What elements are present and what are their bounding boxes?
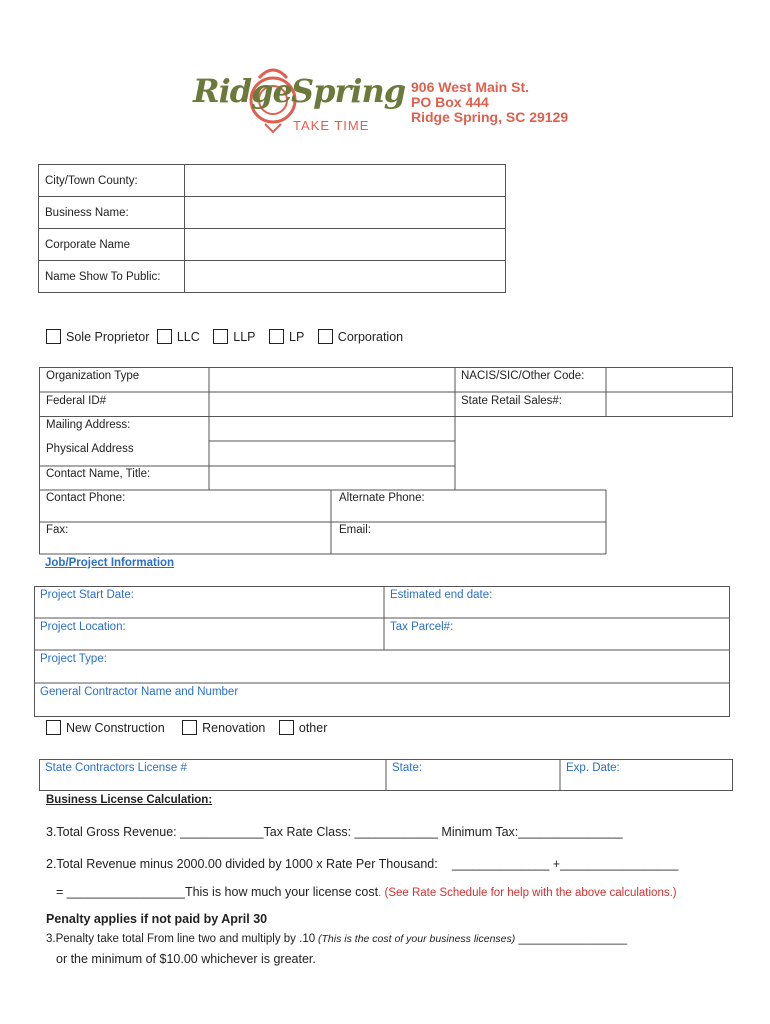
address-line-3: Ridge Spring, SC 29129 xyxy=(411,109,569,125)
checkbox[interactable] xyxy=(157,329,172,344)
penalty-line-2: or the minimum of $10.00 whichever is greater. xyxy=(56,952,316,966)
calc-line-total-revenue-blanks: ______________ +_________________ xyxy=(452,857,679,871)
penalty-text: 3.Penalty take total From line two and multiply by .10 xyxy=(46,933,316,945)
field-federal-id[interactable] xyxy=(211,394,453,415)
checkbox[interactable] xyxy=(269,329,284,344)
checkbox[interactable] xyxy=(46,329,61,344)
field-state-retail-sales[interactable] xyxy=(608,394,730,415)
checkbox[interactable] xyxy=(182,720,197,735)
address-line-1: 906 West Main St. xyxy=(411,79,530,95)
job-project-table xyxy=(34,586,730,717)
field-corporate-name[interactable] xyxy=(185,229,506,261)
penalty-heading: Penalty applies if not paid by April 30 xyxy=(46,912,268,926)
field-organization-type[interactable] xyxy=(211,369,453,390)
label-state-retail-sales: State Retail Sales#: xyxy=(461,395,563,407)
construction-type-checkboxes xyxy=(46,720,337,735)
calculation-heading: Business License Calculation: xyxy=(46,794,213,806)
label-project-location: Project Location: xyxy=(40,621,126,633)
calc-line-total-revenue: 2.Total Revenue minus 2000.00 divided by 1000 x Rate Per Thousand: xyxy=(46,857,438,871)
label-tax-parcel: Tax Parcel#: xyxy=(390,621,454,633)
entity-lp[interactable]: LP xyxy=(269,330,304,344)
entity-sole-proprietor[interactable]: Sole Proprietor xyxy=(46,330,149,344)
label-license-state: State: xyxy=(392,762,423,774)
label-business-name: Business Name: xyxy=(39,197,185,229)
address-block xyxy=(411,80,568,125)
logo xyxy=(193,58,406,138)
label-alternate-phone: Alternate Phone: xyxy=(339,492,425,504)
label-organization-type: Organization Type xyxy=(46,370,140,382)
label-project-type: Project Type: xyxy=(40,653,107,665)
contractor-license-table xyxy=(39,759,733,791)
label-nacis-code: NACIS/SIC/Other Code: xyxy=(461,370,585,382)
penalty-note: (This is the cost of your business licenses) xyxy=(315,933,516,945)
field-city-town-county[interactable] xyxy=(185,165,506,197)
label-physical-address: Physical Address xyxy=(46,443,134,455)
logo-tagline: TAKE TIME xyxy=(293,118,370,133)
construction-other[interactable]: other xyxy=(279,721,328,735)
label-state-contractors-license: State Contractors License # xyxy=(45,762,187,774)
field-nacis-code[interactable] xyxy=(608,369,730,390)
construction-renovation[interactable]: Renovation xyxy=(182,721,265,735)
construction-new[interactable]: New Construction xyxy=(46,721,165,735)
job-project-heading: Job/Project Information xyxy=(45,557,175,569)
entity-llc[interactable]: LLC xyxy=(157,330,200,344)
field-physical-address[interactable] xyxy=(211,443,453,464)
calc-result-text: = _________________This is how much your license cost xyxy=(56,885,379,899)
field-name-public[interactable] xyxy=(185,261,506,293)
field-business-name[interactable] xyxy=(185,197,506,229)
label-fax: Fax: xyxy=(46,524,69,536)
label-exp-date: Exp. Date: xyxy=(566,762,620,774)
address-line-2: PO Box 444 xyxy=(411,94,489,110)
penalty-blank: _________________ xyxy=(515,933,628,945)
logo-ridge-text: Ridge xyxy=(193,72,292,110)
entity-type-checkboxes xyxy=(46,329,413,344)
label-email: Email: xyxy=(339,524,371,536)
checkbox[interactable] xyxy=(318,329,333,344)
calc-result-note: . (See Rate Schedule for help with the above calculations.) xyxy=(378,887,677,899)
entity-llp[interactable]: LLP xyxy=(213,330,255,344)
label-city-town-county: City/Town County: xyxy=(39,165,185,197)
checkbox[interactable] xyxy=(46,720,61,735)
checkbox[interactable] xyxy=(213,329,228,344)
label-estimated-end-date: Estimated end date: xyxy=(390,589,493,601)
calc-result-line xyxy=(56,885,677,899)
field-contact-name[interactable] xyxy=(211,467,453,488)
entity-corporation[interactable]: Corporation xyxy=(318,330,403,344)
label-contact-phone: Contact Phone: xyxy=(46,492,126,504)
logo-spring-text: Spring xyxy=(291,72,406,110)
checkbox[interactable] xyxy=(279,720,294,735)
label-project-start-date: Project Start Date: xyxy=(40,589,134,601)
field-mailing-address[interactable] xyxy=(211,418,453,439)
label-federal-id: Federal ID# xyxy=(46,395,107,407)
label-corporate-name: Corporate Name xyxy=(39,229,185,261)
organization-table xyxy=(39,367,733,555)
penalty-line-1 xyxy=(46,933,627,945)
label-name-public: Name Show To Public: xyxy=(39,261,185,293)
label-general-contractor: General Contractor Name and Number xyxy=(40,686,239,698)
label-mailing-address: Mailing Address: xyxy=(46,419,131,431)
label-contact-name: Contact Name, Title: xyxy=(46,468,151,480)
business-info-table xyxy=(38,164,506,293)
calc-line-gross-revenue: 3.Total Gross Revenue: ____________Tax Rate Class: ____________ Minimum Tax:_______________ xyxy=(46,825,623,839)
